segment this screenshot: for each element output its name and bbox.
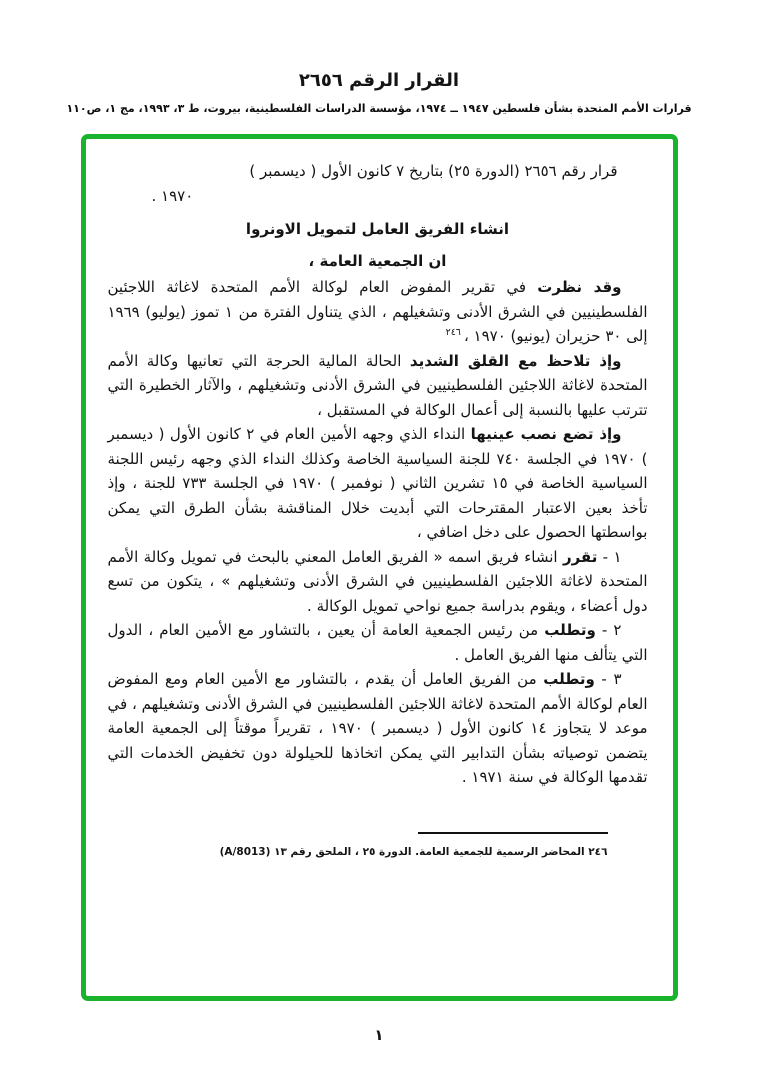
footnote-reference: ٢٤٦	[445, 327, 464, 338]
resolution-heading-line: قرار رقم ٢٦٥٦ (الدورة ٢٥) بتاريخ ٧ كانون الأول ( ديسمبر )	[249, 162, 618, 180]
page-header	[0, 0, 758, 115]
paragraph-list	[108, 275, 648, 790]
paragraph-lead: وتطلب	[544, 621, 596, 639]
paragraph-number: ٣ -	[594, 670, 622, 688]
paragraph-number: ٢ -	[595, 621, 622, 639]
page-number: ١	[374, 1026, 384, 1044]
source-citation: قرارات الأمم المتحدة بشأن فلسطين ١٩٤٧ ــ ١٩٧٤، مؤسسة الدراسات الفلسطينية، بيروت، ط ٣، ١٩٩٣، مج ١، ص١١٠	[66, 102, 692, 115]
paragraph-lead: وتطلب	[543, 670, 595, 688]
section-title: انشاء الفريق العامل لتمويل الاونروا	[245, 220, 510, 238]
body-paragraph: وإذ تلاحظ مع القلق الشديد الحالة المالية الحرجة التي تعانيها وكالة الأمم المتحدة لاغاثة اللاجئين الفلسطينيين في الشرق الأدنى وتشغيلهم ، والآثار الخطيرة التي تترتب عليها بالنسبة إلى أعمال الوكالة في المستقبل ،	[107, 351, 648, 419]
paragraph-lead: وإذ تضع نصب عينيها	[470, 425, 622, 443]
footnote-text: ٢٤٦ المحاضر الرسمية للجمعية العامة. الدورة ٢٥ ، الملحق رقم ١٣ (A/8013)	[219, 845, 608, 858]
resolution-date-line: ١٩٧٠ .	[151, 186, 194, 205]
footnote-block	[108, 832, 648, 865]
body-paragraph: وقد نظرت في تقرير المفوض العام لوكالة الأمم المتحدة لاغاثة اللاجئين الفلسطينيين في الشرق الأدنى وتشغيلهم ، الذي يتناول الفترة من ١ تموز (يوليو) ١٩٦٩ إلى ٣٠ حزيران (يونيو) ١٩٧٠ ، $^{٢٤٦}$	[107, 278, 648, 345]
resolution-title: القرار الرقم ٢٦٥٦	[298, 70, 460, 91]
footnote-rule	[418, 832, 608, 834]
body-paragraph: وإذ تضع نصب عينيها النداء الذي وجهه الأمين العام في ٢ كانون الأول ( ديسمبر ) ١٩٧٠ في الجلسة ٧٤٠ للجنة السياسية الخاصة وكذلك النداء الذي وجهه رئيس اللجنة السياسية الخاصة في ١٥ تشرين الثاني ( نوفمبر ) ١٩٧٠ في الجلسة ٧٣٣ للجنة ، وإذ تأخذ بعين الاعتبار المقترحات التي أبديت خلال المناقشة بشأن الطرق التي يمكن بواسطتها الحصول على دخل اضافي ،	[107, 425, 648, 541]
body-paragraph: ٣ - وتطلب من الفريق العامل أن يقدم ، بالتشاور مع الأمين العام ومع المفوض العام لوكالة الأمم المتحدة لاغاثة اللاجئين الفلسطينيين في الشرق الأدنى وتشغيلهم ، في موعد لا يتجاوز ١٤ كانون الأول ( ديسمبر ) ١٩٧٠ ، تقريراً موقتاً إلى الجمعية العامة يتضمن توصياته بشأن التدابير التي يمكن اتخاذها للحيلولة دون تخفيض الخدمات التي تقدمها الوكالة في سنة ١٩٧١ .	[107, 670, 648, 786]
paragraph-lead: تقرر	[562, 547, 598, 566]
preamble-opening: ان الجمعية العامة ،	[308, 251, 447, 270]
paragraph-number: ١ -	[597, 547, 622, 566]
body-paragraph: ١ - تقرر انشاء فريق اسمه « الفريق العامل المعني بالبحث في تمويل وكالة الأمم المتحدة لاغاثة اللاجئين الفلسطينيين في الشرق الأدنى وتشغيلهم » ، يتكون من تسع دول أعضاء ، ويقوم بدراسة جميع نواحي تمويل الوكالة .	[107, 547, 648, 615]
green-annotation-border	[81, 134, 678, 1001]
paragraph-lead: وقد نظرت	[537, 278, 622, 296]
paragraph-lead: وإذ تلاحظ مع القلق الشديد	[409, 351, 622, 370]
body-paragraph: ٢ - وتطلب من رئيس الجمعية العامة أن يعين ، بالتشاور مع الأمين العام ، الدول التي يتألف منها الفريق العامل .	[107, 621, 648, 664]
resolution-body	[108, 159, 648, 864]
